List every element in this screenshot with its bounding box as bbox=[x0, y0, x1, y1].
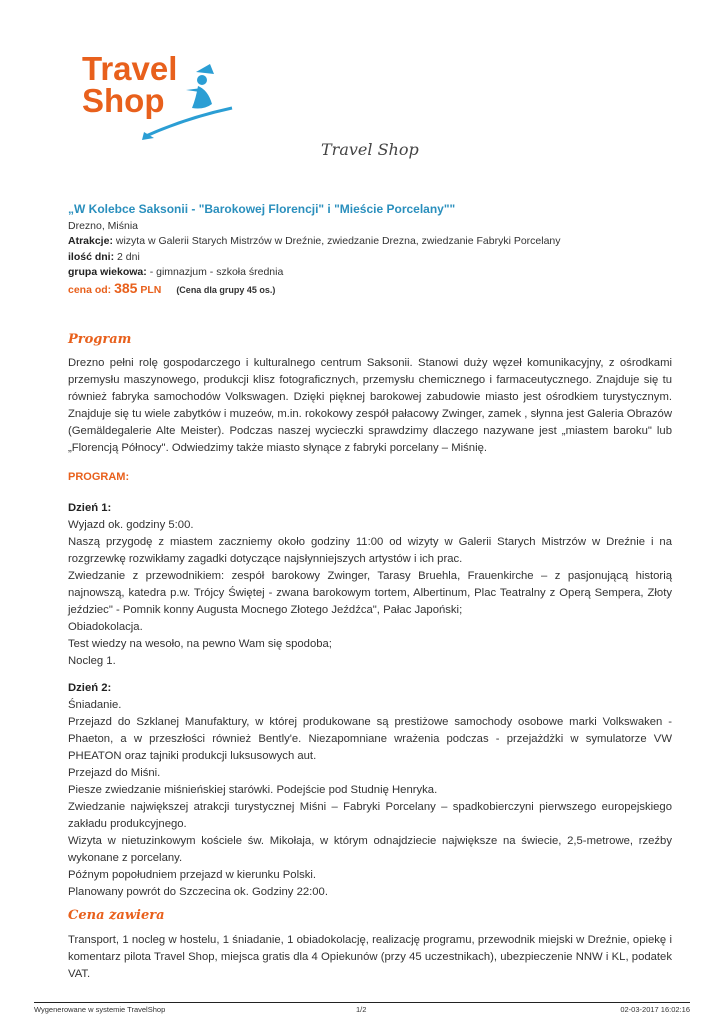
day-2-line: Śniadanie. bbox=[68, 699, 122, 711]
day-2-line: Przejazd do Szklanej Manufaktury, w której produkowane są prestiżowe samochody osobowe marki Volkswaken - Phaeton, a w przeszłości również Bently'e. Niezapomniane wrażenia podczas - przejażdżki w symulatorze VW PHEATON oraz tajniki produkcji luksusowych aut. bbox=[68, 716, 672, 762]
age-value: - gimnazjum - szkoła średnia bbox=[149, 266, 284, 278]
day-1-line: Naszą przygodę z miastem zaczniemy około godziny 11:00 od wizyty w Galerii Starych Mistrzów w Dreźnie i na rozgrzewkę rozwikłamy zagadki dotyczące najsłynniejszych artystów i ich prac. bbox=[68, 536, 672, 565]
program-label: PROGRAM: bbox=[68, 471, 130, 483]
day-2-line: Przejazd do Miśni. bbox=[68, 767, 161, 779]
offer-attractions bbox=[68, 234, 668, 250]
price-label: cena od: bbox=[68, 283, 112, 296]
footer-page-number: 1/2 bbox=[356, 1005, 367, 1014]
price-currency: PLN bbox=[140, 283, 162, 296]
offer-price bbox=[68, 281, 668, 299]
attractions-value: wizyta w Galerii Starych Mistrzów w Dreźnie, zwiedzanie Drezna, zwiedzanie Fabryki Porcelany bbox=[115, 235, 561, 247]
day-2-line: Piesze zwiedzanie miśnieńskiej starówki. Podejście pod Studnię Henryka. bbox=[68, 784, 438, 796]
footer-generated: Wygenerowane w systemie TravelShop bbox=[34, 1005, 166, 1014]
day-1-line: Zwiedzanie z przewodnikiem: zespół barokowy Zwinger, Tarasy Bruehla, Frauenkirche – z pasjonującą historią najnowszą, katedra p.w. Trójcy Świętej - zwana barokowym tortem, Albertinum, Plac Teatralny z Operą Sempera, Złoty jeździec" - Pomnik konny Augusta Mocnego Złotego Jeźdźca", Pałac Japoński; bbox=[68, 570, 672, 616]
day-1-line: Test wiedzy na wesoło, na pewno Wam się spodoba; bbox=[68, 638, 332, 650]
price-value: 385 bbox=[114, 279, 138, 296]
program-intro: Drezno pełni rolę gospodarczego i kulturalnego centrum Saksonii. Stanowi duży węzeł komunikacyjny, z ośrodkami przemysłu maszynowego, produkcji klisz fotograficznych, przemysłu chemicznego i farmaceutycznego. Znajduje się tu również fabryka samochodów Volkswagen. Dzięki pięknej barokowej zabudowie miasto jest ośrodkiem turystycznym. Znajduje się tu wiele zabytków i muzeów, m.in. rokokowy zespół pałacowy Zwinger, zamek , słynna jest Galeria Obrazów (Gemäldegalerie Alte Meister). Podczas naszej wycieczki sprawdzimy dlaczego nazywane jest „miastem baroku" lub „Florencją Północy". Odwiedzimy także miasto słynące z fabryki porcelany – Miśnię. bbox=[68, 357, 672, 454]
offer-title: „W Kolebce Saksonii - "Barokowej Florencji" i "Mieście Porcelany"" bbox=[68, 202, 456, 216]
logo-text-travel: Travel bbox=[82, 50, 178, 87]
witch-icon bbox=[186, 64, 214, 109]
offer-age-group bbox=[68, 265, 668, 281]
day-2 bbox=[68, 680, 672, 901]
days-label: ilość dni: bbox=[68, 250, 115, 263]
day-2-line: Wizyta w nietuzinkowym kościele św. Mikołaja, w którym odnajdziecie największe na świecie, 2,5-metrowe, rzeźby wykonane z porcelany. bbox=[68, 835, 672, 864]
footer-timestamp: 02-03-2017 16:02:16 bbox=[620, 1005, 690, 1014]
day-1 bbox=[68, 500, 672, 670]
price-note: (Cena dla grupy 45 os.) bbox=[176, 284, 276, 295]
price-includes-heading: Cena zawiera bbox=[68, 908, 165, 923]
day-1-line: Wyjazd ok. godziny 5:00. bbox=[68, 519, 194, 531]
program-heading: Program bbox=[68, 332, 132, 347]
day-2-line: Zwiedzanie największej atrakcji turystycznej Miśni – Fabryki Porcelany – spadkobierczyni pierwszego europejskiego zakładu produkcyjnego. bbox=[68, 801, 672, 830]
brand-title: Travel Shop bbox=[321, 140, 419, 159]
logo-text-shop: Shop bbox=[82, 82, 165, 119]
day-2-line: Planowany powrót do Szczecina ok. Godziny 22:00. bbox=[68, 886, 328, 898]
days-value: 2 dni bbox=[117, 250, 140, 263]
day-1-line: Nocleg 1. bbox=[68, 655, 116, 667]
age-label: grupa wiekowa: bbox=[68, 266, 147, 278]
offer-days bbox=[68, 250, 668, 266]
page-footer bbox=[34, 1002, 690, 1015]
day-1-title: Dzień 1: bbox=[68, 502, 112, 514]
day-1-line: Obiadokolacja. bbox=[68, 621, 143, 633]
travelshop-logo bbox=[78, 50, 238, 142]
offer-location: Drezno, Miśnia bbox=[68, 219, 139, 232]
offer-summary bbox=[68, 202, 668, 298]
day-2-title: Dzień 2: bbox=[68, 682, 112, 694]
price-includes-text: Transport, 1 nocleg w hostelu, 1 śniadanie, 1 obiadokolację, realizację programu, przewodnik miejski w Dreźnie, opiekę i komentarz pilota Travel Shop, miejsca gratis dla 4 Opiekunów (przy 45 uczestnikach), ubezpieczenie NNW i KL, podatek VAT. bbox=[68, 934, 672, 980]
day-2-line: Późnym popołudniem przejazd w kierunku Polski. bbox=[68, 869, 317, 881]
attractions-label: Atrakcje: bbox=[68, 235, 113, 247]
